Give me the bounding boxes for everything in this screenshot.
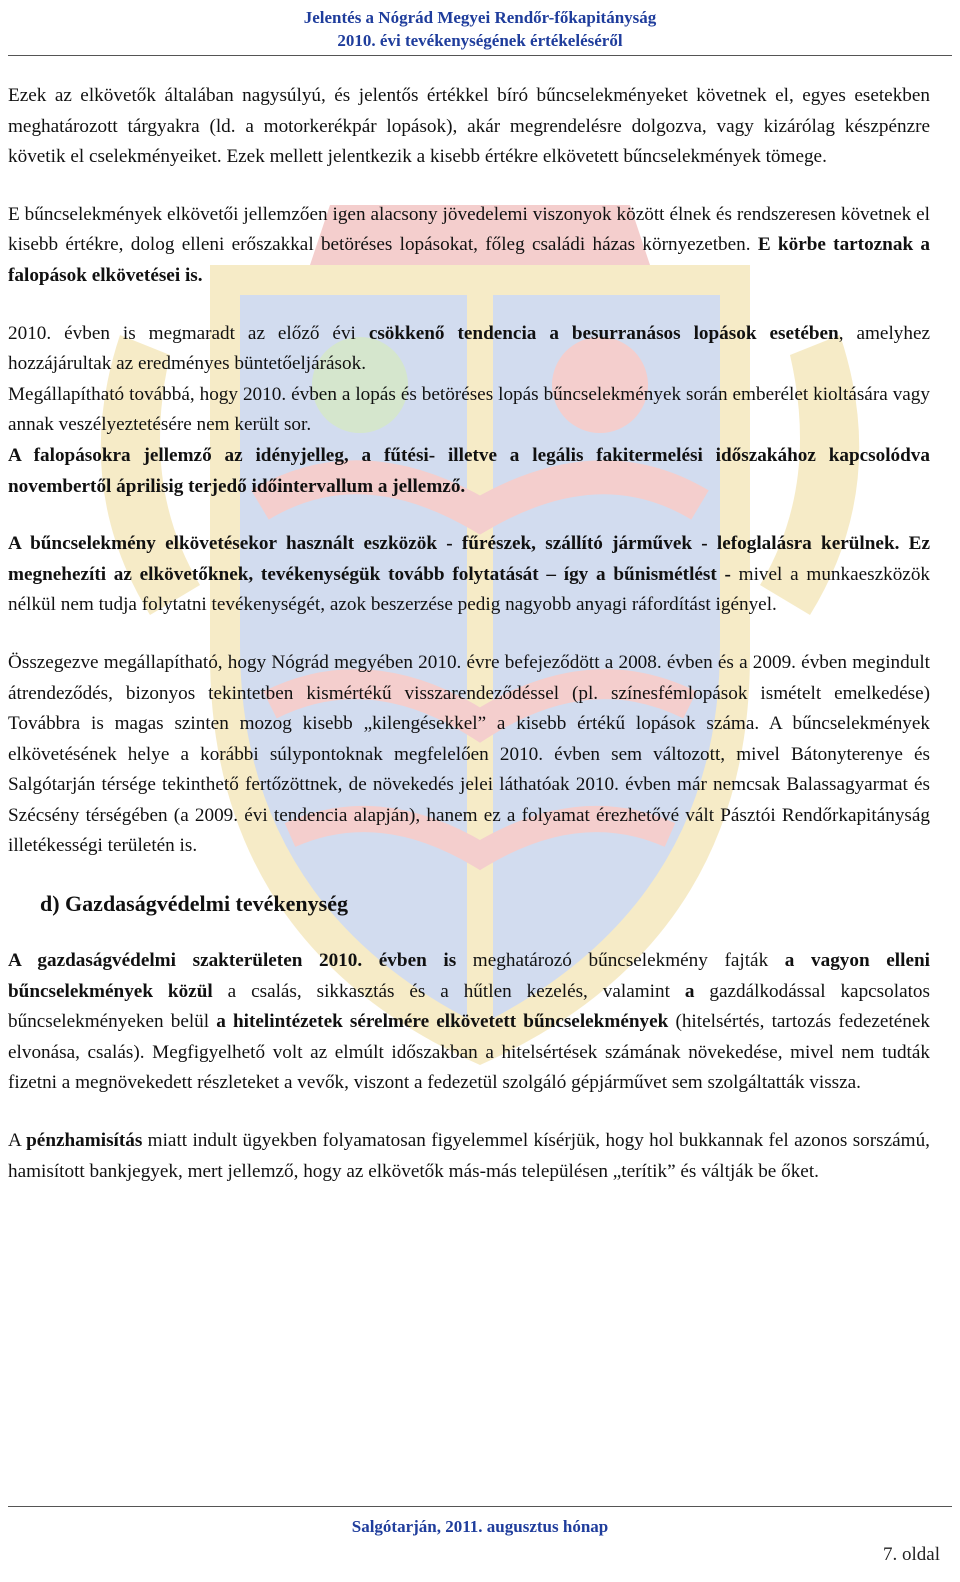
paragraph-6: A bűncselekmény elkövetésekor használt eszközök - fűrészek, szállító járművek - lefoglalásra kerülnek. Ez megnehezíti az elkövetőknek, tevékenységük tovább folytatását – így a bűnismétlést - mivel a munkaeszközök nélkül nem tudja folytatni tevékenységét, azok beszerzése pedig nagyobb anyagi ráfordítást igényel.: [8, 533, 931, 616]
paragraph-8: A gazdaságvédelmi szakterületen 2010. évben is meghatározó bűncselekmény fajták a vagyon elleni bűncselekmények közül a csalás, sikkasztás és a hűtlen kezelés, valamint a gazdálkodással kapcsolatos bűncselekményeken belül a hitelintézetek sérelmére elkövetett bűncselekmények (hitelsértés, tartozás fedezetének elvonása, csalás). Megfigyelhető volt az elmúlt időszakban a hitelsértések számának növekedése, mivel nem tudták fizetni a megnövekedett részleteket a vevők, viszont a fedezetül szolgáló gépjárművet sem szolgáltatták vissza.: [8, 950, 930, 1094]
document-body: [8, 81, 930, 1187]
footer-rule: [8, 1506, 952, 1507]
paragraph-5: A falopásokra jellemző az idényjelleg, a fűtési- illetve a legális fakitermelési időszakához kapcsolódva novembertől áprilisig terjedő időintervallum a jellemző.: [8, 444, 930, 497]
paragraph-2: E bűncselekmények elkövetői jellemzően igen alacsony jövedelemi viszonyok között élnek és rendszeresen követnek el kisebb értékre, dolog elleni erőszakkal betöréses lopásokat, főleg családi házas környezetben. E körbe tartoznak a falopások elkövetései is.: [8, 203, 931, 286]
page-number: 7. oldal: [883, 1544, 940, 1565]
paragraph-9: A pénzhamisítás miatt indult ügyekben folyamatosan figyelemmel kísérjük, hogy hol bukkannak fel azonos sorszámú, hamisított bankjegyek, mert jellemző, hogy az elkövetők más-más településen „terítik” és váltják be őket.: [8, 1130, 930, 1182]
page-header: [0, 6, 960, 52]
paragraph-4: Megállapítható továbbá, hogy 2010. évben a lopás és betöréses lopás bűncselekmények során emberélet kioltására vagy annak veszélyeztetésére nem került sor.: [8, 383, 930, 436]
header-title: Jelentés a Nógrád Megyei Rendőr-főkapitányság: [303, 8, 657, 27]
paragraph-1: Ezek az elkövetők általában nagysúlyú, és jelentős értékkel bíró bűncselekményeket követnek el, egyes esetekben meghatározott tárgyakra (ld. a motorkerékpár lopások), akár megrendelésre dolgozva, vagy kizárólag készpénzre követik el cselekményeiket. Ezek mellett jelentkezik a kisebb értékre elkövetett bűncselekmények tömege.: [8, 85, 930, 168]
section-heading: d) Gazdaságvédelmi tevékenység: [40, 891, 348, 917]
header-subtitle: 2010. évi tevékenységének értékeléséről: [337, 31, 623, 50]
footer-place-date: Salgótarján, 2011. augusztus hónap: [351, 1517, 609, 1536]
paragraph-3: 2010. évben is megmaradt az előző évi csökkenő tendencia a besurranásos lopások esetében, amelyhez hozzájárultak az eredményes büntetőeljárások.: [8, 322, 930, 375]
header-rule: [8, 55, 952, 56]
paragraph-7: Összegezve megállapítható, hogy Nógrád megyében 2010. évre befejeződött a 2008. évben és a 2009. évben megindult átrendeződés, bizonyos tekintetben kismértékű visszarendeződéssel (pl. színesfémlopások ismételt emelkedése) Továbbra is magas szinten mozog kisebb „kilengésekkel” a kisebb értékű lopások száma. A bűncselekmények elkövetésének helye a korábbi súlypontoknak megfelelően 2010. évben sem változott, mivel Bátonyterenye és Salgótarján térsége tekinthető fertőzöttnek, de növekedés jelei láthatóak 2010. évben már nemcsak Balassagyarmat és Szécsény térségében (a 2009. évi tendencia alapján), hanem ez a folyamat érezhetővé vált Pásztói Rendőrkapitányság illetékességi területén is.: [8, 651, 930, 857]
